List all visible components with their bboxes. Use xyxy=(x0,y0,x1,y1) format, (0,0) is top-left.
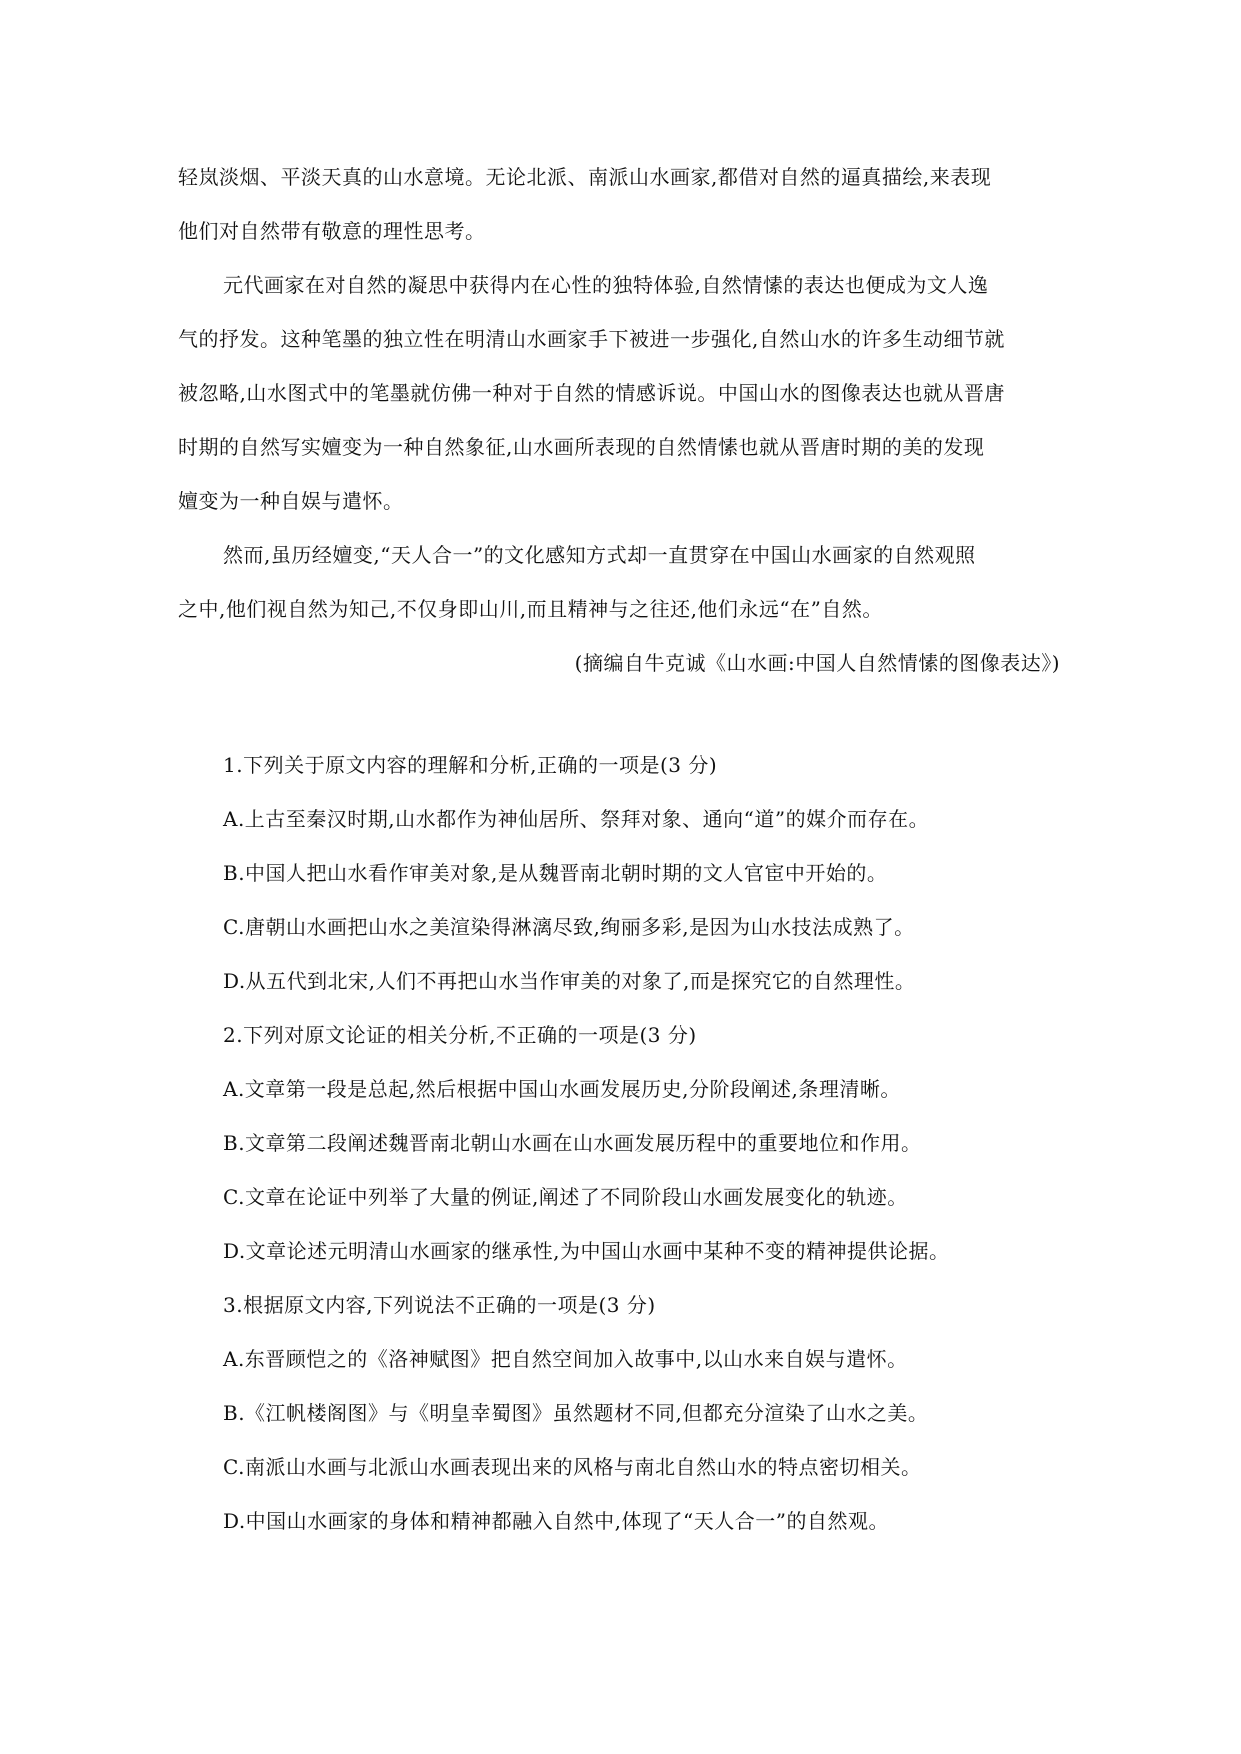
question-1 xyxy=(178,738,1068,1008)
option-b: B.中国人把山水看作审美对象,是从魏晋南北朝时期的文人官宦中开始的。 xyxy=(223,861,888,885)
paragraph-3 xyxy=(178,528,1068,636)
text-line: 轻岚淡烟、平淡天真的山水意境。无论北派、南派山水画家,都借对自然的逼真描绘,来表现 xyxy=(178,165,992,189)
text-line: 他们对自然带有敬意的理性思考。 xyxy=(178,219,486,243)
text-line: 之中,他们视自然为知己,不仅身即山川,而且精神与之往还,他们永远“在”自然。 xyxy=(178,597,883,621)
option-d: D.从五代到北宋,人们不再把山水当作审美的对象了,而是探究它的自然理性。 xyxy=(223,969,916,993)
option-a: A.东晋顾恺之的《洛神赋图》把自然空间加入故事中,以山水来自娱与遣怀。 xyxy=(223,1347,908,1371)
option-c: C.唐朝山水画把山水之美渲染得淋漓尽致,绚丽多彩,是因为山水技法成熟了。 xyxy=(223,915,915,939)
text-line: 然而,虽历经嬗变,“天人合一”的文化感知方式却一直贯穿在中国山水画家的自然观照 xyxy=(223,543,976,567)
question-stem: 2.下列对原文论证的相关分析,不正确的一项是(3 分) xyxy=(223,1023,697,1047)
question-stem: 3.根据原文内容,下列说法不正确的一项是(3 分) xyxy=(223,1293,656,1317)
text-line: 元代画家在对自然的凝思中获得内在心性的独特体验,自然情愫的表达也便成为文人逸 xyxy=(223,273,989,297)
option-c: C.文章在论证中列举了大量的例证,阐述了不同阶段山水画发展变化的轨迹。 xyxy=(223,1185,908,1209)
option-c: C.南派山水画与北派山水画表现出来的风格与南北自然山水的特点密切相关。 xyxy=(223,1455,922,1479)
option-d: D.中国山水画家的身体和精神都融入自然中,体现了“天人合一”的自然观。 xyxy=(223,1509,889,1533)
text-line: 嬗变为一种自娱与遣怀。 xyxy=(178,489,404,513)
option-a: A.上古至秦汉时期,山水都作为神仙居所、祭拜对象、通向“道”的媒介而存在。 xyxy=(223,807,930,831)
question-3 xyxy=(178,1278,1068,1548)
question-2 xyxy=(178,1008,1068,1278)
question-stem: 1.下列关于原文内容的理解和分析,正确的一项是(3 分) xyxy=(223,753,718,777)
option-a: A.文章第一段是总起,然后根据中国山水画发展历史,分阶段阐述,条理清晰。 xyxy=(223,1077,901,1101)
text-line: 被忽略,山水图式中的笔墨就仿佛一种对于自然的情感诉说。中国山水的图像表达也就从晋唐 xyxy=(178,381,1005,405)
text-line: 气的抒发。这种笔墨的独立性在明清山水画家手下被进一步强化,自然山水的许多生动细节就 xyxy=(178,327,1005,351)
document-page xyxy=(178,150,1068,1548)
text-line: 时期的自然写实嬗变为一种自然象征,山水画所表现的自然情愫也就从晋唐时期的美的发现 xyxy=(178,435,985,459)
paragraph-2 xyxy=(178,258,1068,528)
option-b: B.《江帆楼阁图》与《明皇幸蜀图》虽然题材不同,但都充分渲染了山水之美。 xyxy=(223,1401,929,1425)
source-citation: (摘编自牛克诚《山水画:中国人自然情愫的图像表达》) xyxy=(574,651,1060,675)
option-b: B.文章第二段阐述魏晋南北朝山水画在山水画发展历程中的重要地位和作用。 xyxy=(223,1131,922,1155)
option-d: D.文章论述元明清山水画家的继承性,为中国山水画中某种不变的精神提供论据。 xyxy=(223,1239,950,1263)
paragraph-1 xyxy=(178,150,1068,258)
spacer xyxy=(178,690,1068,738)
